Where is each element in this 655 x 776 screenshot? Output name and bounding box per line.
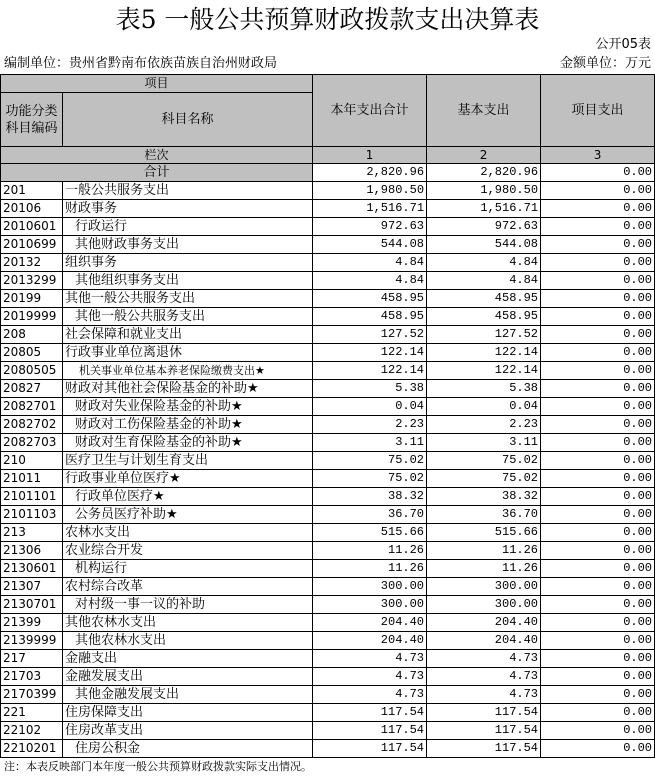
table-row — [1, 524, 655, 542]
row-code: 21307 — [1, 578, 63, 596]
row-basic: 75.02 — [427, 452, 541, 470]
row-total: 458.95 — [313, 290, 427, 308]
table-row — [1, 362, 655, 380]
col-index-1: 1 — [313, 147, 427, 164]
row-code: 2139999 — [1, 632, 63, 650]
row-project: 0.00 — [541, 272, 655, 290]
row-code: 2101101 — [1, 488, 63, 506]
row-code: 2013299 — [1, 272, 63, 290]
row-name: 行政运行 — [63, 218, 313, 236]
row-total: 36.70 — [313, 506, 427, 524]
table-row — [1, 596, 655, 614]
row-basic: 1,516.71 — [427, 200, 541, 218]
row-basic: 117.54 — [427, 740, 541, 758]
header-project: 项目支出 — [541, 75, 655, 147]
row-project: 0.00 — [541, 452, 655, 470]
row-name: 其他财政事务支出 — [63, 236, 313, 254]
row-project: 0.00 — [541, 578, 655, 596]
row-code: 20132 — [1, 254, 63, 272]
row-code: 221 — [1, 704, 63, 722]
row-total: 117.54 — [313, 704, 427, 722]
row-project: 0.00 — [541, 596, 655, 614]
row-name: 农村综合改革 — [63, 578, 313, 596]
row-name: 农业综合开发 — [63, 542, 313, 560]
row-name: 财政对工伤保险基金的补助★ — [63, 416, 313, 434]
row-code: 2130701 — [1, 596, 63, 614]
header-total: 本年支出合计 — [313, 75, 427, 147]
row-project: 0.00 — [541, 200, 655, 218]
row-code: 217 — [1, 650, 63, 668]
row-code: 201 — [1, 182, 63, 200]
row-name: 财政对失业保险基金的补助★ — [63, 398, 313, 416]
row-total: 0.04 — [313, 398, 427, 416]
row-code: 21399 — [1, 614, 63, 632]
table-row — [1, 614, 655, 632]
table-row — [1, 686, 655, 704]
table-row — [1, 722, 655, 740]
row-project: 0.00 — [541, 632, 655, 650]
row-basic: 4.84 — [427, 272, 541, 290]
header-name: 科目名称 — [63, 93, 313, 147]
row-project: 0.00 — [541, 398, 655, 416]
row-code: 2082703 — [1, 434, 63, 452]
table-row — [1, 308, 655, 326]
row-code: 21703 — [1, 668, 63, 686]
row-project: 0.00 — [541, 740, 655, 758]
table-row — [1, 434, 655, 452]
row-project: 0.00 — [541, 326, 655, 344]
row-total: 204.40 — [313, 632, 427, 650]
row-code: 2101103 — [1, 506, 63, 524]
table-row — [1, 632, 655, 650]
row-total: 1,516.71 — [313, 200, 427, 218]
row-total: 300.00 — [313, 578, 427, 596]
row-basic: 122.14 — [427, 362, 541, 380]
row-total: 4.84 — [313, 272, 427, 290]
row-total: 117.54 — [313, 740, 427, 758]
total-basic: 2,820.96 — [427, 164, 541, 182]
row-code: 2130601 — [1, 560, 63, 578]
row-total: 458.95 — [313, 308, 427, 326]
row-basic: 75.02 — [427, 470, 541, 488]
row-name: 对村级一事一议的补助 — [63, 596, 313, 614]
header-item: 项目 — [1, 75, 313, 93]
row-basic: 38.32 — [427, 488, 541, 506]
amount-unit: 金额单位：万元 — [559, 56, 651, 71]
row-code: 208 — [1, 326, 63, 344]
row-total: 1,980.50 — [313, 182, 427, 200]
row-total: 972.63 — [313, 218, 427, 236]
row-name: 住房公积金 — [63, 740, 313, 758]
row-code: 2019999 — [1, 308, 63, 326]
row-project: 0.00 — [541, 254, 655, 272]
lanci-label: 栏次 — [1, 147, 313, 164]
table-row — [1, 182, 655, 200]
row-total: 122.14 — [313, 344, 427, 362]
row-name: 社会保障和就业支出 — [63, 326, 313, 344]
table-row — [1, 344, 655, 362]
row-total: 204.40 — [313, 614, 427, 632]
row-code: 20106 — [1, 200, 63, 218]
total-label: 合计 — [1, 164, 313, 182]
header-basic: 基本支出 — [427, 75, 541, 147]
row-project: 0.00 — [541, 722, 655, 740]
row-project: 0.00 — [541, 380, 655, 398]
row-project: 0.00 — [541, 488, 655, 506]
row-code: 20199 — [1, 290, 63, 308]
table-row — [1, 452, 655, 470]
row-total: 3.11 — [313, 434, 427, 452]
row-basic: 972.63 — [427, 218, 541, 236]
table-row — [1, 326, 655, 344]
row-basic: 11.26 — [427, 542, 541, 560]
row-total: 117.54 — [313, 722, 427, 740]
row-code: 21306 — [1, 542, 63, 560]
row-code: 21011 — [1, 470, 63, 488]
row-basic: 4.84 — [427, 254, 541, 272]
row-basic: 0.04 — [427, 398, 541, 416]
row-basic: 5.38 — [427, 380, 541, 398]
row-project: 0.00 — [541, 236, 655, 254]
row-name: 其他组织事务支出 — [63, 272, 313, 290]
row-total: 4.73 — [313, 668, 427, 686]
table-row — [1, 578, 655, 596]
row-name: 行政事业单位医疗★ — [63, 470, 313, 488]
row-project: 0.00 — [541, 362, 655, 380]
table-row — [1, 236, 655, 254]
row-code: 2080505 — [1, 362, 63, 380]
row-name: 其他金融发展支出 — [63, 686, 313, 704]
row-code: 213 — [1, 524, 63, 542]
row-basic: 122.14 — [427, 344, 541, 362]
row-name: 金融发展支出 — [63, 668, 313, 686]
row-total: 5.38 — [313, 380, 427, 398]
table-row — [1, 740, 655, 758]
column-index-row — [1, 147, 655, 164]
table-row — [1, 560, 655, 578]
row-basic: 544.08 — [427, 236, 541, 254]
row-name: 财政对生育保险基金的补助★ — [63, 434, 313, 452]
row-project: 0.00 — [541, 344, 655, 362]
row-total: 122.14 — [313, 362, 427, 380]
row-total: 38.32 — [313, 488, 427, 506]
row-name: 医疗卫生与计划生育支出 — [63, 452, 313, 470]
row-project: 0.00 — [541, 470, 655, 488]
row-basic: 515.66 — [427, 524, 541, 542]
row-total: 515.66 — [313, 524, 427, 542]
row-name: 组织事务 — [63, 254, 313, 272]
row-project: 0.00 — [541, 434, 655, 452]
row-total: 4.73 — [313, 650, 427, 668]
row-basic: 300.00 — [427, 578, 541, 596]
row-total: 2.23 — [313, 416, 427, 434]
row-project: 0.00 — [541, 704, 655, 722]
row-name: 住房保障支出 — [63, 704, 313, 722]
row-basic: 458.95 — [427, 308, 541, 326]
total-amount: 2,820.96 — [313, 164, 427, 182]
row-total: 127.52 — [313, 326, 427, 344]
table-row — [1, 272, 655, 290]
row-code: 2170399 — [1, 686, 63, 704]
table-row — [1, 506, 655, 524]
table-row — [1, 488, 655, 506]
row-total: 11.26 — [313, 560, 427, 578]
row-code: 2082702 — [1, 416, 63, 434]
row-total: 4.84 — [313, 254, 427, 272]
page-title: 表5 一般公共预算财政拨款支出决算表 — [115, 5, 540, 34]
row-name: 其他农林水支出 — [63, 632, 313, 650]
row-basic: 117.54 — [427, 722, 541, 740]
row-project: 0.00 — [541, 668, 655, 686]
row-project: 0.00 — [541, 686, 655, 704]
row-basic: 4.73 — [427, 686, 541, 704]
row-total: 75.02 — [313, 452, 427, 470]
table-row — [1, 470, 655, 488]
row-total: 544.08 — [313, 236, 427, 254]
row-basic: 4.73 — [427, 668, 541, 686]
table-row — [1, 290, 655, 308]
row-name: 其他农林水支出 — [63, 614, 313, 632]
header-code: 功能分类科目编码 — [1, 93, 63, 147]
col-index-3: 3 — [541, 147, 655, 164]
row-code: 20805 — [1, 344, 63, 362]
row-code: 2010699 — [1, 236, 63, 254]
row-basic: 458.95 — [427, 290, 541, 308]
row-basic: 1,980.50 — [427, 182, 541, 200]
row-project: 0.00 — [541, 524, 655, 542]
row-basic: 3.11 — [427, 434, 541, 452]
org-label: 编制单位：贵州省黔南布依族苗族自治州财政局 — [4, 56, 278, 71]
table-row — [1, 398, 655, 416]
row-project: 0.00 — [541, 290, 655, 308]
row-code: 210 — [1, 452, 63, 470]
row-code: 2010601 — [1, 218, 63, 236]
unit-row — [0, 55, 655, 73]
row-project: 0.00 — [541, 560, 655, 578]
row-name: 其他一般公共服务支出 — [63, 290, 313, 308]
row-name: 其他一般公共服务支出 — [63, 308, 313, 326]
row-project: 0.00 — [541, 182, 655, 200]
row-code: 22102 — [1, 722, 63, 740]
row-name: 农林水支出 — [63, 524, 313, 542]
row-basic: 127.52 — [427, 326, 541, 344]
col-index-2: 2 — [427, 147, 541, 164]
row-name: 机关事业单位基本养老保险缴费支出★ — [63, 362, 313, 380]
total-row — [1, 164, 655, 182]
row-name: 行政事业单位离退休 — [63, 344, 313, 362]
row-basic: 117.54 — [427, 704, 541, 722]
row-name: 行政单位医疗★ — [63, 488, 313, 506]
row-total: 11.26 — [313, 542, 427, 560]
row-code: 20827 — [1, 380, 63, 398]
row-name: 财政事务 — [63, 200, 313, 218]
table-row — [1, 650, 655, 668]
row-project: 0.00 — [541, 650, 655, 668]
row-basic: 4.73 — [427, 650, 541, 668]
table-row — [1, 416, 655, 434]
row-basic: 204.40 — [427, 614, 541, 632]
row-project: 0.00 — [541, 416, 655, 434]
table-row — [1, 380, 655, 398]
row-name: 机构运行 — [63, 560, 313, 578]
row-basic: 2.23 — [427, 416, 541, 434]
row-name: 财政对其他社会保险基金的补助★ — [63, 380, 313, 398]
table-row — [1, 542, 655, 560]
row-name: 住房改革支出 — [63, 722, 313, 740]
row-basic: 204.40 — [427, 632, 541, 650]
row-basic: 36.70 — [427, 506, 541, 524]
row-total: 75.02 — [313, 470, 427, 488]
row-name: 公务员医疗补助★ — [63, 506, 313, 524]
row-name: 一般公共服务支出 — [63, 182, 313, 200]
row-project: 0.00 — [541, 218, 655, 236]
total-project: 0.00 — [541, 164, 655, 182]
row-total: 300.00 — [313, 596, 427, 614]
row-code: 2210201 — [1, 740, 63, 758]
row-basic: 11.26 — [427, 560, 541, 578]
table-row — [1, 704, 655, 722]
footnote: 注：本表反映部门本年度一般公共预算财政拨款实际支出情况。 — [4, 760, 312, 773]
table-row — [1, 668, 655, 686]
expenditure-table — [0, 74, 655, 758]
row-code: 2082701 — [1, 398, 63, 416]
row-project: 0.00 — [541, 308, 655, 326]
row-project: 0.00 — [541, 614, 655, 632]
table-row — [1, 218, 655, 236]
header-row-1 — [1, 75, 655, 93]
table-row — [1, 254, 655, 272]
row-total: 4.73 — [313, 686, 427, 704]
row-name: 金融支出 — [63, 650, 313, 668]
row-project: 0.00 — [541, 506, 655, 524]
form-number: 公开05表 — [595, 37, 651, 52]
table-row — [1, 200, 655, 218]
row-basic: 300.00 — [427, 596, 541, 614]
row-project: 0.00 — [541, 542, 655, 560]
